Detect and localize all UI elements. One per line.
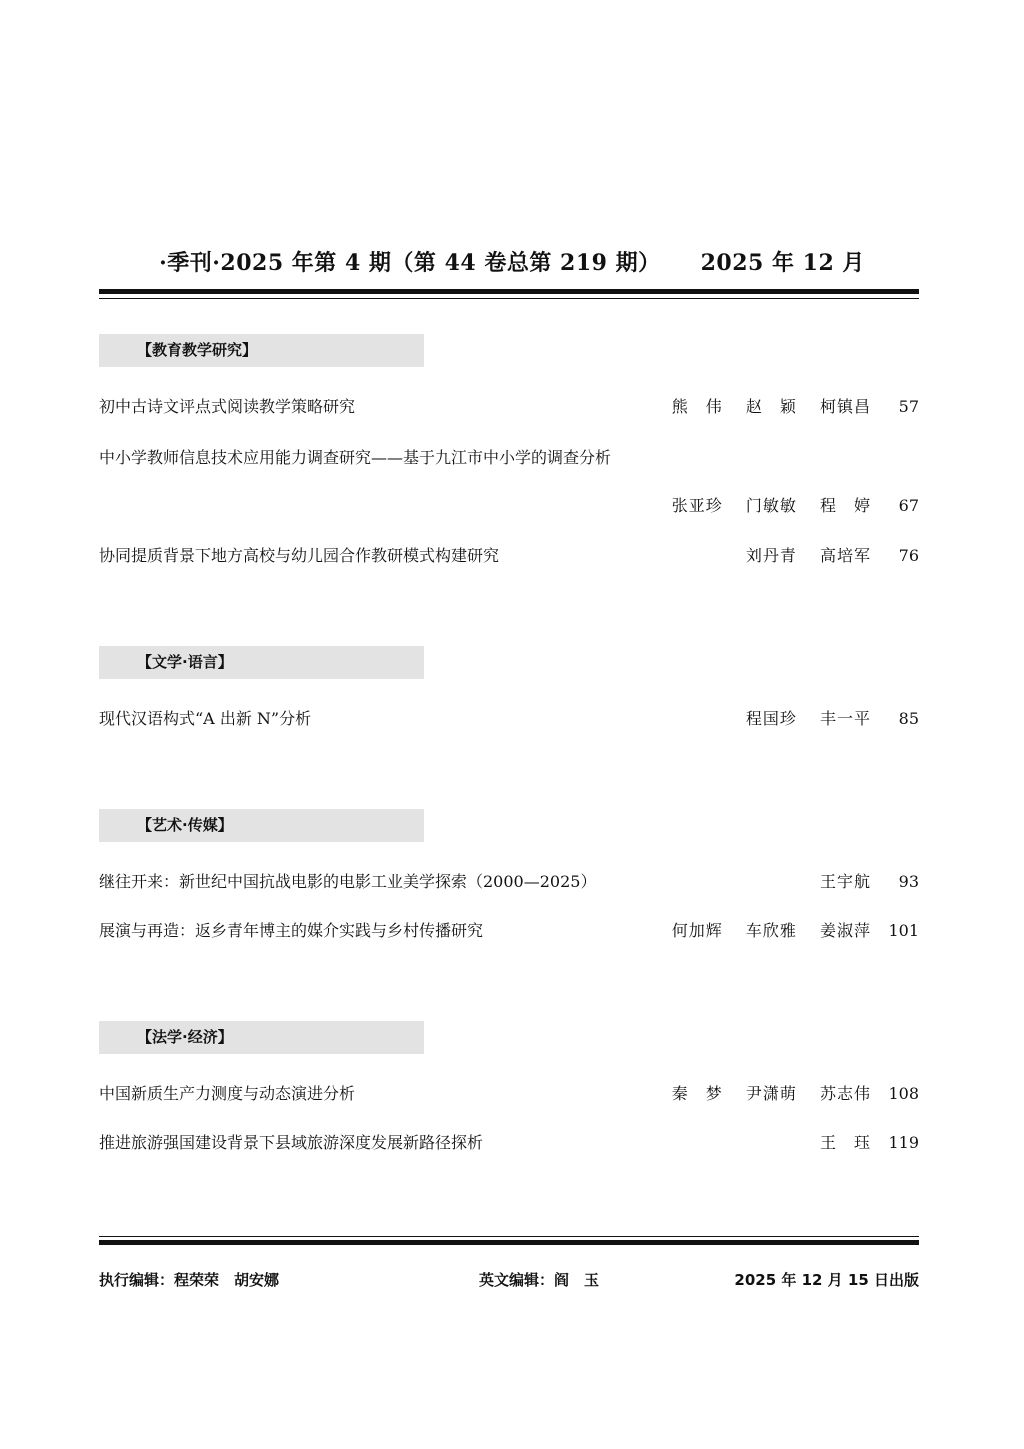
entry-page: 85 bbox=[898, 709, 919, 728]
section-label: 【文学·语言】 bbox=[99, 646, 424, 679]
author: 车欣雅 bbox=[745, 921, 797, 940]
issue-info: ·季刊·2025 年第 4 期（第 44 卷总第 219 期） bbox=[159, 250, 661, 276]
english-editor: 英文编辑：阎 玉 bbox=[479, 1271, 600, 1289]
author: 苏志伟 bbox=[819, 1084, 871, 1103]
issue-header bbox=[0, 246, 1024, 277]
section-label: 【教育教学研究】 bbox=[99, 334, 424, 367]
author: 高培军 bbox=[819, 546, 871, 565]
author: 赵 颖 bbox=[745, 397, 797, 416]
issue-date: 2025 年 12 月 bbox=[700, 250, 865, 276]
author: 姜淑萍 bbox=[819, 921, 871, 940]
publish-date: 2025 年 12 月 15 日出版 bbox=[734, 1271, 919, 1289]
header-rule-thin bbox=[99, 298, 919, 299]
entry-authors bbox=[654, 1079, 871, 1109]
author: 何加辉 bbox=[671, 921, 723, 940]
entry-page: 108 bbox=[888, 1084, 919, 1103]
author: 张亚珍 bbox=[671, 496, 723, 515]
toc-entry bbox=[99, 867, 919, 897]
entry-title: 中国新质生产力测度与动态演进分析 bbox=[99, 1084, 356, 1103]
toc-entry bbox=[99, 916, 919, 946]
entry-page: 119 bbox=[888, 1133, 919, 1152]
section-label: 【法学·经济】 bbox=[99, 1021, 424, 1054]
entry-title: 初中古诗文评点式阅读教学策略研究 bbox=[99, 397, 356, 416]
toc-entry bbox=[99, 1128, 919, 1158]
author: 程 婷 bbox=[819, 496, 871, 515]
author: 王宇航 bbox=[819, 872, 871, 891]
entry-authors bbox=[728, 704, 871, 734]
entry-title: 中小学教师信息技术应用能力调查研究——基于九江市中小学的调查分析 bbox=[99, 448, 612, 467]
entry-authors bbox=[654, 392, 871, 422]
author: 门敏敏 bbox=[745, 496, 797, 515]
toc-entry-title-line bbox=[99, 443, 919, 473]
footer-rule-thick bbox=[99, 1240, 919, 1245]
toc-entry bbox=[99, 704, 919, 734]
entry-authors bbox=[802, 1128, 871, 1158]
entry-authors bbox=[654, 491, 871, 521]
executive-editor: 执行编辑：程荣荣 胡安娜 bbox=[99, 1271, 280, 1289]
entry-page: 101 bbox=[888, 921, 919, 940]
entry-page: 67 bbox=[898, 496, 919, 515]
toc-entry bbox=[99, 541, 919, 571]
colophon bbox=[99, 1266, 919, 1294]
entry-page: 76 bbox=[898, 546, 919, 565]
entry-page: 93 bbox=[898, 872, 919, 891]
author: 王 珏 bbox=[819, 1133, 871, 1152]
author: 熊 伟 bbox=[671, 397, 723, 416]
author: 刘丹青 bbox=[745, 546, 797, 565]
toc-entry bbox=[99, 392, 919, 422]
entry-page: 57 bbox=[898, 397, 919, 416]
entry-authors bbox=[802, 867, 871, 897]
author: 程国珍 bbox=[745, 709, 797, 728]
entry-title: 协同提质背景下地方高校与幼儿园合作教研模式构建研究 bbox=[99, 546, 500, 565]
entry-title: 展演与再造：返乡青年博主的媒介实践与乡村传播研究 bbox=[99, 921, 484, 940]
entry-title: 推进旅游强国建设背景下县域旅游深度发展新路径探析 bbox=[99, 1133, 484, 1152]
entry-title: 现代汉语构式“A 出新 N”分析 bbox=[99, 709, 312, 728]
author: 尹潇萌 bbox=[745, 1084, 797, 1103]
author: 丰一平 bbox=[819, 709, 871, 728]
footer-rule-thin bbox=[99, 1236, 919, 1237]
header-rule-thick bbox=[99, 289, 919, 294]
entry-title: 继往开来：新世纪中国抗战电影的电影工业美学探索（2000—2025） bbox=[99, 872, 597, 891]
author: 秦 梦 bbox=[671, 1084, 723, 1103]
section-label: 【艺术·传媒】 bbox=[99, 809, 424, 842]
entry-authors bbox=[654, 916, 871, 946]
entry-authors bbox=[728, 541, 871, 571]
author: 柯镇昌 bbox=[819, 397, 871, 416]
toc-entry bbox=[99, 491, 919, 521]
toc-entry bbox=[99, 1079, 919, 1109]
